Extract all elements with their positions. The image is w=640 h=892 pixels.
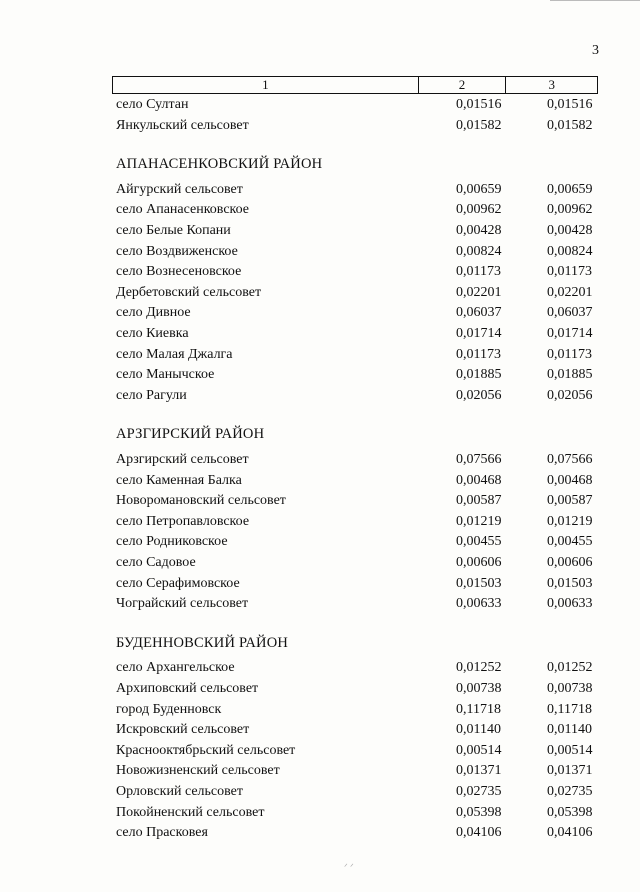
row-value-col3: 0,00468 bbox=[547, 472, 593, 488]
row-value-col3: 0,01714 bbox=[547, 326, 593, 341]
row-value-col2: 0,00587 bbox=[456, 493, 502, 509]
row-name: село Воздвиженское bbox=[116, 243, 238, 259]
row-value-col2: 0,01252 bbox=[456, 660, 502, 676]
row-name: Краснооктябрьский сельсовет bbox=[116, 742, 296, 758]
row-value-col3: 0,01252 bbox=[547, 660, 593, 676]
row-value-col2: 0,05398 bbox=[456, 804, 502, 820]
table-row bbox=[0, 471, 640, 491]
row-value-col3: 0,01885 bbox=[547, 367, 593, 383]
row-value-col3: 0,00633 bbox=[547, 596, 593, 612]
row-value-col2: 0,06037 bbox=[456, 305, 502, 321]
table-row bbox=[0, 303, 640, 323]
row-value-col2: 0,01371 bbox=[456, 763, 502, 779]
table-row bbox=[0, 574, 640, 594]
row-value-col3: 0,01503 bbox=[547, 575, 593, 591]
table-row bbox=[0, 365, 640, 385]
row-value-col3: 0,00659 bbox=[547, 181, 593, 197]
row-value-col2: 0,00606 bbox=[456, 555, 502, 570]
row-value-col2: 0,01140 bbox=[456, 722, 501, 738]
scan-edge-line bbox=[550, 0, 640, 1]
row-value-col3: 0,01371 bbox=[547, 763, 593, 779]
table-row bbox=[0, 491, 640, 511]
row-name: село Прасковея bbox=[116, 825, 208, 841]
table-row bbox=[0, 761, 640, 781]
table-header bbox=[112, 76, 598, 94]
row-value-col3: 0,00514 bbox=[547, 742, 593, 758]
row-name: Новожизненский сельсовет bbox=[116, 763, 280, 779]
row-value-col3: 0,00738 bbox=[547, 681, 593, 696]
table-row bbox=[0, 532, 640, 552]
row-value-col2: 0,00455 bbox=[456, 534, 502, 550]
row-value-col2: 0,00738 bbox=[456, 681, 502, 696]
section-title: АРЗГИРСКИЙ РАЙОН bbox=[116, 426, 265, 443]
row-value-col3: 0,00824 bbox=[547, 243, 593, 259]
header-col-1: 1 bbox=[262, 77, 269, 92]
header-col-3: 3 bbox=[505, 77, 597, 93]
row-name: Янкульский сельсовет bbox=[116, 117, 249, 133]
row-value-col2: 0,07566 bbox=[456, 452, 502, 467]
row-value-col2: 0,01516 bbox=[456, 97, 502, 112]
row-name: село Малая Джалга bbox=[116, 346, 233, 362]
row-name: село Султан bbox=[116, 97, 189, 112]
row-value-col3: 0,01173 bbox=[547, 346, 592, 362]
page-number: 3 bbox=[592, 43, 599, 58]
row-value-col2: 0,01173 bbox=[456, 346, 501, 362]
row-name: село Серафимовское bbox=[116, 575, 240, 591]
table-row bbox=[0, 116, 640, 136]
row-value-col2: 0,01714 bbox=[456, 326, 502, 341]
row-name: Покойненский сельсовет bbox=[116, 804, 265, 820]
row-value-col3: 0,02735 bbox=[547, 784, 593, 799]
table-row bbox=[0, 283, 640, 303]
row-value-col3: 0,00587 bbox=[547, 493, 593, 509]
row-name: Арзгирский сельсовет bbox=[116, 452, 249, 467]
row-name: Искровский сельсовет bbox=[116, 722, 250, 738]
row-name: Дербетовский сельсовет bbox=[116, 284, 262, 300]
row-name: село Дивное bbox=[116, 305, 191, 321]
row-value-col3: 0,07566 bbox=[547, 452, 593, 467]
table-row bbox=[0, 594, 640, 614]
row-name: город Буденновск bbox=[116, 701, 222, 717]
row-value-col2: 0,00514 bbox=[456, 742, 502, 758]
row-name: село Апанасенковское bbox=[116, 202, 250, 218]
row-value-col3: 0,06037 bbox=[547, 305, 593, 321]
table-row bbox=[0, 262, 640, 282]
row-value-col3: 0,11718 bbox=[547, 701, 592, 717]
table-row bbox=[0, 512, 640, 532]
row-name: село Родниковское bbox=[116, 534, 228, 550]
section-title: БУДЕННОВСКИЙ РАЙОН bbox=[116, 634, 289, 651]
row-value-col2: 0,01503 bbox=[456, 575, 502, 591]
row-value-col3: 0,05398 bbox=[547, 804, 593, 820]
row-value-col2: 0,01173 bbox=[456, 264, 501, 280]
row-name: село Киевка bbox=[116, 326, 189, 341]
row-value-col2: 0,00962 bbox=[456, 202, 502, 218]
table-row bbox=[0, 324, 640, 344]
table-row bbox=[0, 803, 640, 823]
row-name: село Архангельское bbox=[116, 660, 235, 676]
table-row bbox=[0, 242, 640, 262]
row-value-col2: 0,01219 bbox=[456, 513, 502, 529]
row-name: Чограйский сельсовет bbox=[116, 596, 249, 612]
row-name: село Садовое bbox=[116, 555, 196, 570]
table-row bbox=[0, 720, 640, 740]
row-value-col2: 0,00659 bbox=[456, 181, 502, 197]
table-row bbox=[0, 386, 640, 406]
row-value-col3: 0,01516 bbox=[547, 97, 593, 112]
table-row bbox=[0, 200, 640, 220]
table-row bbox=[0, 700, 640, 720]
row-value-col2: 0,02735 bbox=[456, 784, 502, 799]
table-row bbox=[0, 658, 640, 678]
row-value-col3: 0,01140 bbox=[547, 722, 592, 738]
row-value-col2: 0,00824 bbox=[456, 243, 502, 259]
row-value-col2: 0,01885 bbox=[456, 367, 502, 383]
row-value-col3: 0,00428 bbox=[547, 223, 593, 238]
row-name: Новоромановский сельсовет bbox=[116, 493, 286, 509]
scan-mark: ᐟ ᐟ bbox=[344, 862, 354, 872]
row-name: Айгурский сельсовет bbox=[116, 181, 243, 197]
row-name: село Каменная Балка bbox=[116, 472, 242, 488]
row-name: Архиповский сельсовет bbox=[116, 681, 259, 696]
row-value-col2: 0,00633 bbox=[456, 596, 502, 612]
row-value-col3: 0,04106 bbox=[547, 825, 593, 841]
header-col-2: 2 bbox=[418, 77, 506, 93]
row-value-col2: 0,04106 bbox=[456, 825, 502, 841]
row-value-col3: 0,02056 bbox=[547, 387, 593, 403]
table-row bbox=[0, 450, 640, 470]
row-value-col3: 0,01582 bbox=[547, 117, 593, 133]
row-name: село Вознесеновское bbox=[116, 264, 242, 280]
row-value-col2: 0,02201 bbox=[456, 284, 502, 300]
row-value-col3: 0,01219 bbox=[547, 513, 593, 529]
row-value-col3: 0,02201 bbox=[547, 284, 593, 300]
row-name: село Рагули bbox=[116, 387, 187, 403]
row-value-col2: 0,11718 bbox=[456, 701, 501, 717]
row-name: Орловский сельсовет bbox=[116, 784, 243, 799]
table-row bbox=[0, 180, 640, 200]
row-value-col2: 0,00468 bbox=[456, 472, 502, 488]
row-value-col3: 0,00606 bbox=[547, 555, 593, 570]
row-name: село Белые Копани bbox=[116, 223, 231, 238]
table-row bbox=[0, 345, 640, 365]
row-name: село Петропавловское bbox=[116, 513, 250, 529]
table-row bbox=[0, 823, 640, 843]
table-row bbox=[0, 95, 640, 115]
table-row bbox=[0, 679, 640, 699]
row-value-col3: 0,01173 bbox=[547, 264, 592, 280]
row-value-col2: 0,00428 bbox=[456, 223, 502, 238]
table-row bbox=[0, 741, 640, 761]
table-row bbox=[0, 782, 640, 802]
row-name: село Манычское bbox=[116, 367, 215, 383]
row-value-col2: 0,02056 bbox=[456, 387, 502, 403]
section-title: АПАНАСЕНКОВСКИЙ РАЙОН bbox=[116, 156, 323, 173]
row-value-col2: 0,01582 bbox=[456, 117, 502, 133]
row-value-col3: 0,00962 bbox=[547, 202, 593, 218]
table-row bbox=[0, 221, 640, 241]
row-value-col3: 0,00455 bbox=[547, 534, 593, 550]
table-row bbox=[0, 553, 640, 573]
